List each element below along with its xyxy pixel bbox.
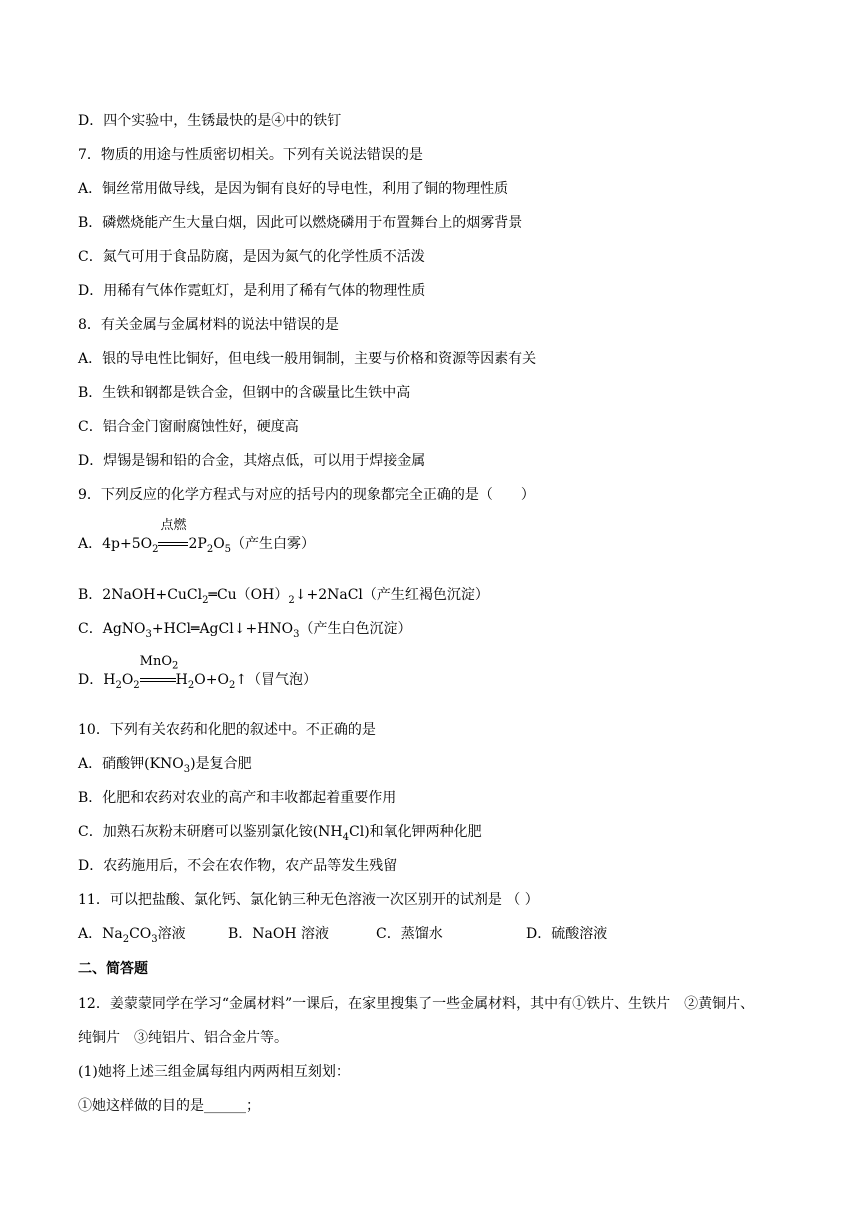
q9-option-c bbox=[78, 620, 411, 644]
eq-sub: 5 bbox=[224, 543, 232, 555]
eq-sub: 2 bbox=[202, 594, 209, 606]
text-sub: 2 bbox=[122, 933, 130, 945]
text-line: C．氮气可用于食品防腐，是因为氮气的化学性质不活泼 bbox=[78, 249, 425, 265]
reaction-condition-arrow bbox=[139, 654, 179, 689]
eq-sub: 2 bbox=[152, 543, 159, 555]
text-sub: 3 bbox=[151, 933, 158, 945]
eq-sub: 2 bbox=[115, 679, 122, 691]
text-seg: Cl)和氧化钾两种化肥 bbox=[349, 824, 482, 840]
text-line: ①她这样做的目的是______； bbox=[78, 1098, 260, 1114]
eq-sub: 3 bbox=[293, 628, 300, 640]
eq-text: A．4p+5O bbox=[78, 536, 153, 552]
eq-sub: 2 bbox=[288, 594, 295, 606]
text-line: (1)她将上述三组金属每组内两两相互刻划： bbox=[78, 1064, 350, 1080]
text-line: B．磷燃烧能产生大量白烟，因此可以燃烧磷用于布置舞台上的烟雾背景 bbox=[78, 215, 523, 231]
eq-text: C．AgNO bbox=[78, 621, 146, 637]
eq-text: ═Cu（OH） bbox=[208, 587, 289, 603]
eq-text: 2P bbox=[188, 536, 207, 552]
text-line: B．生铁和钢都是铁合金，但钢中的含碳量比生铁中高 bbox=[78, 385, 411, 401]
catalyst-text: MnO bbox=[139, 654, 173, 669]
text-line: A．银的导电性比铜好，但电线一般用铜制，主要与价格和资源等因素有关 bbox=[78, 351, 537, 367]
question-12-stem: 12．姜蒙蒙同学在学习“金属材料”一课后，在家里搜集了一些金属材料，其中有①铁片、生铁片 ②黄铜片、 bbox=[78, 996, 755, 1012]
question-8-stem: 8．有关金属与金属材料的说法中错误的是 bbox=[78, 317, 339, 333]
eq-text: +HCl═AgCl↓+HNO bbox=[151, 621, 294, 637]
eq-sub: 3 bbox=[145, 628, 152, 640]
q9-option-d bbox=[78, 654, 318, 695]
eq-text: D．H bbox=[78, 672, 116, 688]
eq-text: O bbox=[121, 672, 134, 688]
q10-option-c bbox=[78, 823, 482, 847]
text-seg: 溶液 bbox=[157, 926, 186, 942]
q11-option-c: C．蒸馏水 bbox=[376, 926, 443, 942]
text-seg: CO bbox=[129, 926, 152, 942]
eq-sub: 2 bbox=[206, 543, 214, 555]
text-line: D．用稀有气体作霓虹灯，是利用了稀有气体的物理性质 bbox=[78, 283, 426, 299]
text-seg: A．硝酸钾(KNO bbox=[78, 756, 184, 772]
question-7-stem: 7．物质的用途与性质密切相关。下列有关说法错误的是 bbox=[78, 147, 423, 163]
text-line: D．四个实验中，生锈最快的是④中的铁钉 bbox=[78, 113, 342, 129]
eq-text: ↓+2NaCl（产生红褐色沉淀） bbox=[294, 587, 489, 603]
eq-note: （产生白雾） bbox=[231, 536, 316, 552]
question-10-stem: 10．下列有关农药和化肥的叙述中。不正确的是 bbox=[78, 722, 376, 738]
eq-text: B．2NaOH+CuCl bbox=[78, 587, 203, 603]
eq-text: （产生白色沉淀） bbox=[299, 621, 412, 637]
q9-option-b bbox=[78, 586, 489, 610]
q10-option-b: B．化肥和农药对农业的高产和丰收都起着重要作用 bbox=[78, 790, 397, 806]
q11-option-a bbox=[78, 925, 228, 949]
section-heading: 二、简答题 bbox=[78, 961, 148, 977]
text-sub: 4 bbox=[342, 831, 350, 843]
q9-option-a bbox=[78, 518, 316, 559]
text-seg: C．加熟石灰粉末研磨可以鉴别氯化铵(NH bbox=[78, 824, 343, 840]
eq-sub: 2 bbox=[187, 679, 195, 691]
eq-text: O bbox=[213, 536, 225, 552]
eq-text: H bbox=[175, 672, 188, 688]
q11-option-d: D．硫酸溶液 bbox=[526, 926, 608, 942]
text-line: 纯铜片 ③纯铝片、铝合金片等。 bbox=[78, 1030, 288, 1046]
text-line: C．铝合金门窗耐腐蚀性好，硬度高 bbox=[78, 419, 299, 435]
eq-sub: 2 bbox=[133, 679, 140, 691]
text-line: A．铜丝常用做导线，是因为铜有良好的导电性，利用了铜的物理性质 bbox=[78, 181, 509, 197]
eq-note: ↑（冒气泡） bbox=[235, 672, 318, 688]
eq-text: O+O bbox=[194, 672, 229, 688]
q11-options bbox=[78, 925, 607, 949]
q10-option-a bbox=[78, 755, 252, 779]
question-9-stem: 9．下列反应的化学方程式与对应的括号内的现象都完全正确的是（ ） bbox=[78, 487, 535, 503]
text-line: D．焊锡是锡和铅的合金，其熔点低，可以用于焊接金属 bbox=[78, 453, 426, 469]
question-11-stem: 11．可以把盐酸、氯化钙、氯化钠三种无色溶液一次区别开的试剂是 （ ） bbox=[78, 892, 539, 908]
condition-label bbox=[139, 654, 179, 674]
text-seg: )是复合肥 bbox=[190, 756, 252, 772]
text-sub: 3 bbox=[183, 763, 191, 775]
q11-option-b: B．NaOH 溶液 bbox=[228, 926, 330, 942]
q10-option-d: D．农药施用后，不会在农作物，农产品等发生残留 bbox=[78, 858, 398, 874]
text-seg: A．Na bbox=[78, 926, 123, 942]
reaction-condition-arrow bbox=[158, 518, 188, 553]
catalyst-sub: 2 bbox=[172, 660, 179, 672]
eq-sub: 2 bbox=[228, 679, 236, 691]
condition-label: 点燃 bbox=[160, 518, 187, 533]
